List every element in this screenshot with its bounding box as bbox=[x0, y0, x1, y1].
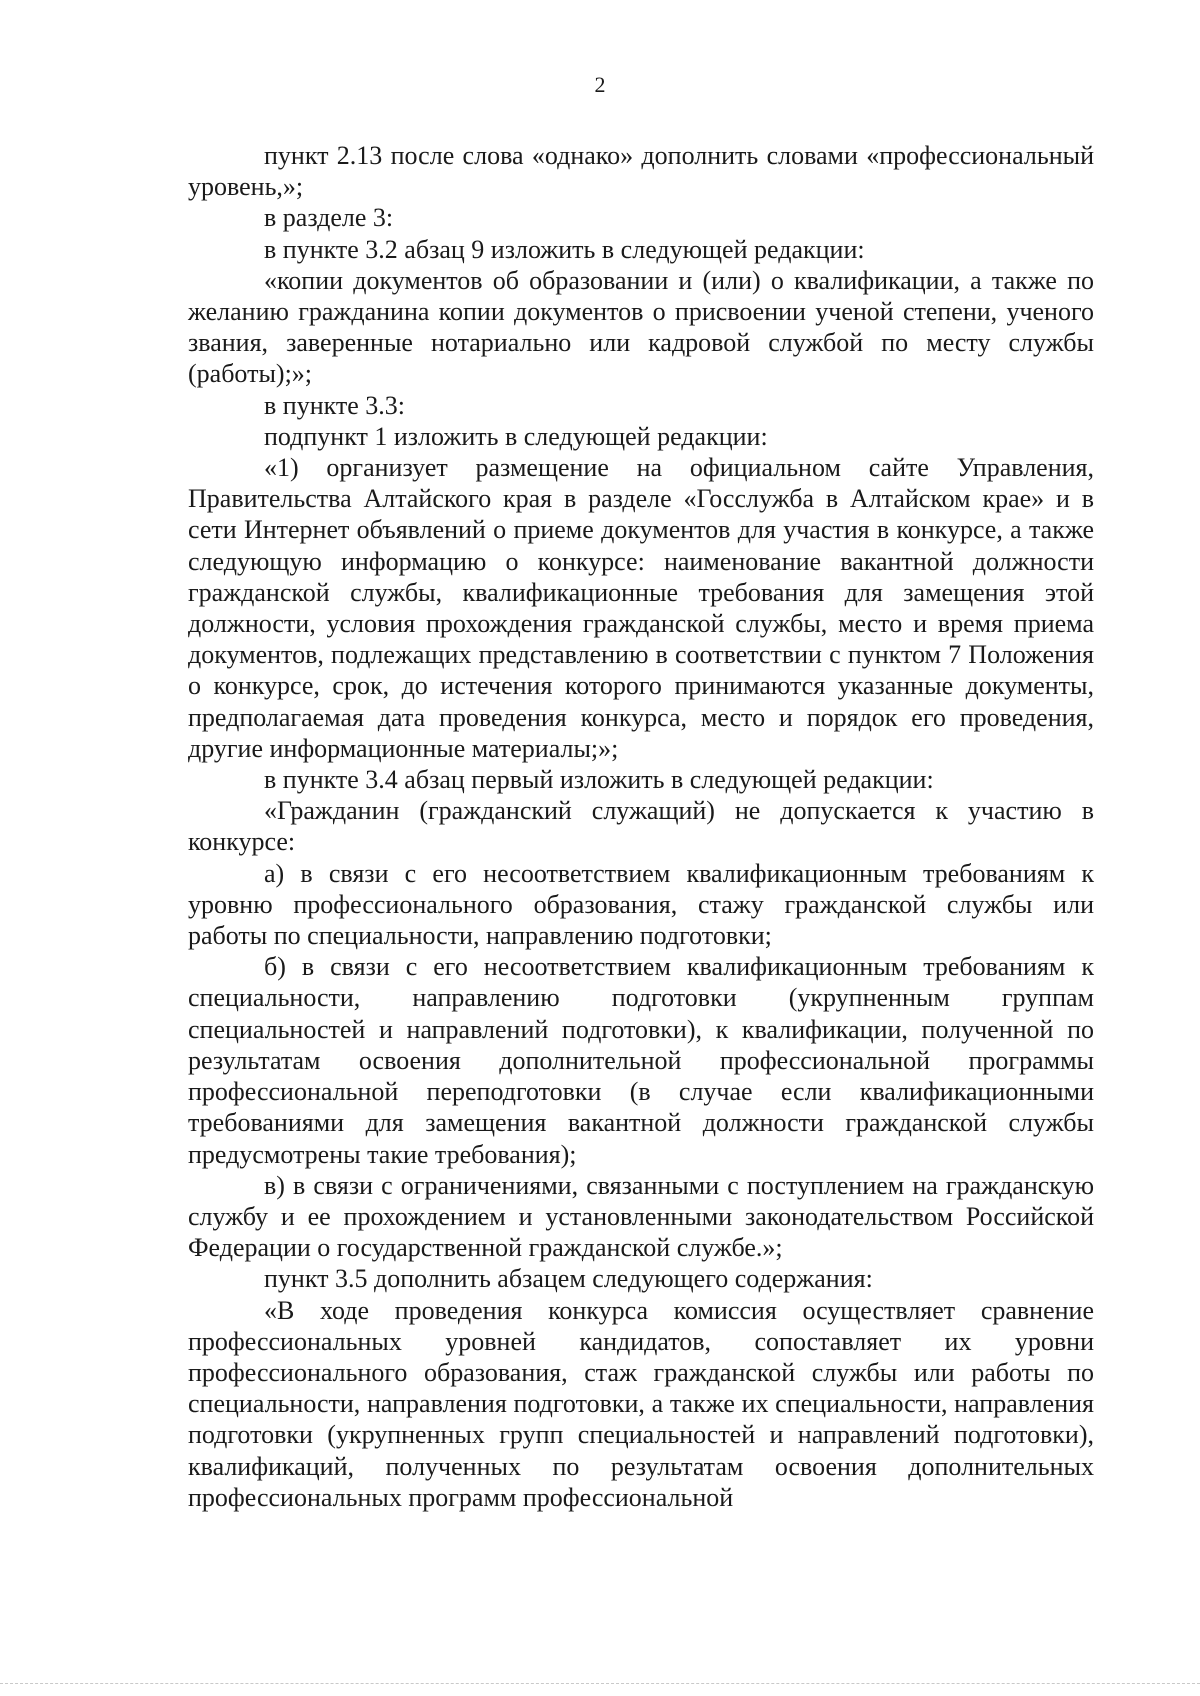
paragraph-item-3-4-a: а) в связи с его несоответствием квалификационным требованиям к уровню профессионального образования, стажу гражданской службы или работы по специальности, направлению подготовки; bbox=[188, 858, 1094, 951]
paragraph-item-3-4-text: «Гражданин (гражданский служащий) не допускается к участию в конкурсе: bbox=[188, 796, 1094, 857]
paragraph-subitem-1: подпункт 1 изложить в следующей редакции: bbox=[264, 421, 768, 451]
page-number: 2 bbox=[594, 72, 606, 97]
document-body bbox=[188, 140, 1094, 1513]
paragraph-subitem-1-text: «1) организует размещение на официальном сайте Управления, Правительства Алтайского края в разделе «Госслужба в Алтайском крае» и в сети Интернет объявлений о приеме документов для участия в конкурсе, а также следующую информацию о конкурсе: наименование вакантной должности гражданской службы, квалификационные требования для замещения этой должности, условия прохождения гражданской службы, место и время приема документов, подлежащих представлению в соответствии с пунктом 7 Положения о конкурсе, срок, до истечения которого принимаются указанные документы, предполагаемая дата проведения конкурса, место и порядок его проведения, другие информационные материалы;»; bbox=[188, 453, 1094, 763]
paragraph-item-3-3: в пункте 3.3: bbox=[264, 390, 406, 420]
paragraph-section-3: в разделе 3: bbox=[264, 203, 394, 233]
scan-edge-line bbox=[0, 1683, 1200, 1685]
paragraph-item-3-4-b: б) в связи с его несоответствием квалификационным требованиям к специальности, направлению подготовки (укрупненным группам специальностей и направлений подготовки), к квалификации, полученной по результатам освоения дополнительной профессиональной программы профессиональной переподготовки (в случае если квалификационными требованиями для замещения вакантной должности гражданской службы предусмотрены такие требования); bbox=[188, 952, 1094, 1169]
paragraph-item-3-4-v: в) в связи с ограничениями, связанными с поступлением на гражданскую службу и ее прохождением и установленными законодательством Российской Федерации о государственной гражданской службе.»; bbox=[188, 1170, 1094, 1263]
paragraph-item-3-2-text: «копии документов об образовании и (или) о квалификации, а также по желанию гражданина копии документов о присвоении ученой степени, ученого звания, заверенные нотариально или кадровой службой по месту службы (работы);»; bbox=[188, 265, 1094, 389]
paragraph-item-2-13: пункт 2.13 после слова «однако» дополнить словами «профессиональный уровень,»; bbox=[188, 141, 1094, 202]
paragraph-item-3-5-text: «В ходе проведения конкурса комиссия осуществляет сравнение профессиональных уровней кандидатов, сопоставляет их уровни профессионального образования, стаж гражданской службы или работы по специальности, направления подготовки, а также их специальности, направления подготовки (укрупненных групп специальностей и направлений подготовки), квалификаций, полученных по результатам освоения дополнительных профессиональных программ профессиональной bbox=[188, 1295, 1094, 1512]
paragraph-item-3-2: в пункте 3.2 абзац 9 изложить в следующей редакции: bbox=[264, 234, 865, 264]
paragraph-item-3-4: в пункте 3.4 абзац первый изложить в следующей редакции: bbox=[264, 765, 934, 795]
paragraph-item-3-5: пункт 3.5 дополнить абзацем следующего содержания: bbox=[264, 1264, 873, 1294]
